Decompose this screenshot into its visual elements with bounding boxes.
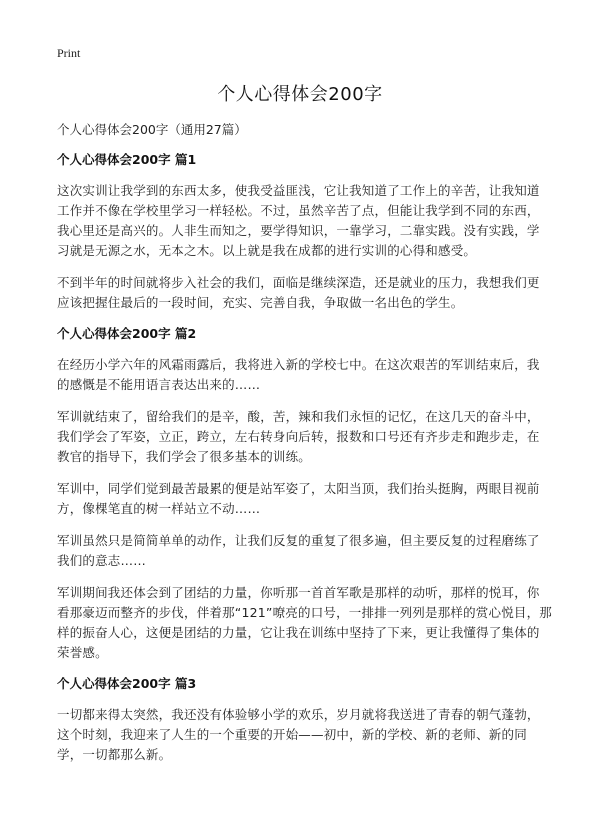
section-heading: 个人心得体会200字 篇2 (57, 326, 197, 341)
paragraph: 军训中，同学们觉到最苦最累的便是站军姿了，太阳当顶，我们抬头挺胸，两眼目视前方，像棵笔直的树一样站立不动…… (57, 481, 540, 516)
paragraph: 军训期间我还体会到了团结的力量，你听那一首首军歌是那样的动听，那样的悦耳，你看那豪迈而整齐的步伐，伴着那“121”嘹亮的口号，一排排一列列是那样的赏心悦目，那样的振奋人心，这便是团结的力量，它让我在训练中坚持了下来，更让我懂得了集体的荣誉感。 (57, 585, 553, 660)
document-body (57, 121, 552, 777)
print-link[interactable]: Print (57, 46, 81, 60)
paragraph: 军训就结束了，留给我们的是辛，酸，苦，辣和我们永恒的记忆，在这几天的奋斗中，我们学会了军姿，立正，跨立，左右转身向后转，报数和口号还有齐步走和跑步走，在教官的指导下，我们学会了很多基本的训练。 (57, 409, 540, 464)
page-title: 个人心得体会200字 (217, 84, 383, 105)
section-1 (57, 151, 552, 313)
section-heading: 个人心得体会200字 篇3 (57, 676, 197, 691)
paragraph: 不到半年的时间就将步入社会的我们，面临是继续深造，还是就业的压力，我想我们更应该把握住最后的一段时间，充实、完善自我，争取做一名出色的学生。 (57, 275, 540, 310)
section-heading: 个人心得体会200字 篇1 (57, 152, 197, 167)
document-subtitle: 个人心得体会200字（通用27篇） (57, 122, 247, 137)
section-3 (57, 675, 552, 765)
paragraph: 军训虽然只是简简单单的动作，让我们反复的重复了很多遍，但主要反复的过程磨练了我们的意志…… (57, 533, 540, 568)
paragraph: 这次实训让我学到的东西太多，使我受益匪浅，它让我知道了工作上的辛苦，让我知道工作并不像在学校里学习一样轻松。不过，虽然辛苦了点，但能让我学到不同的东西，我心里还是高兴的。人非生而知之，要学得知识，一靠学习，二靠实践。没有实践，学习就是无源之水，无本之木。以上就是我在成都的进行实训的心得和感受。 (57, 183, 540, 258)
paragraph: 一切都来得太突然，我还没有体验够小学的欢乐，岁月就将我送进了青春的朝气蓬勃，这个时刻，我迎来了人生的一个重要的开始——初中，新的学校、新的老师、新的同学，一切都那么新。 (57, 707, 540, 762)
section-2 (57, 325, 552, 663)
paragraph: 在经历小学六年的风霜雨露后，我将进入新的学校七中。在这次艰苦的军训结束后，我的感慨是不能用语言表达出来的…… (57, 357, 540, 392)
